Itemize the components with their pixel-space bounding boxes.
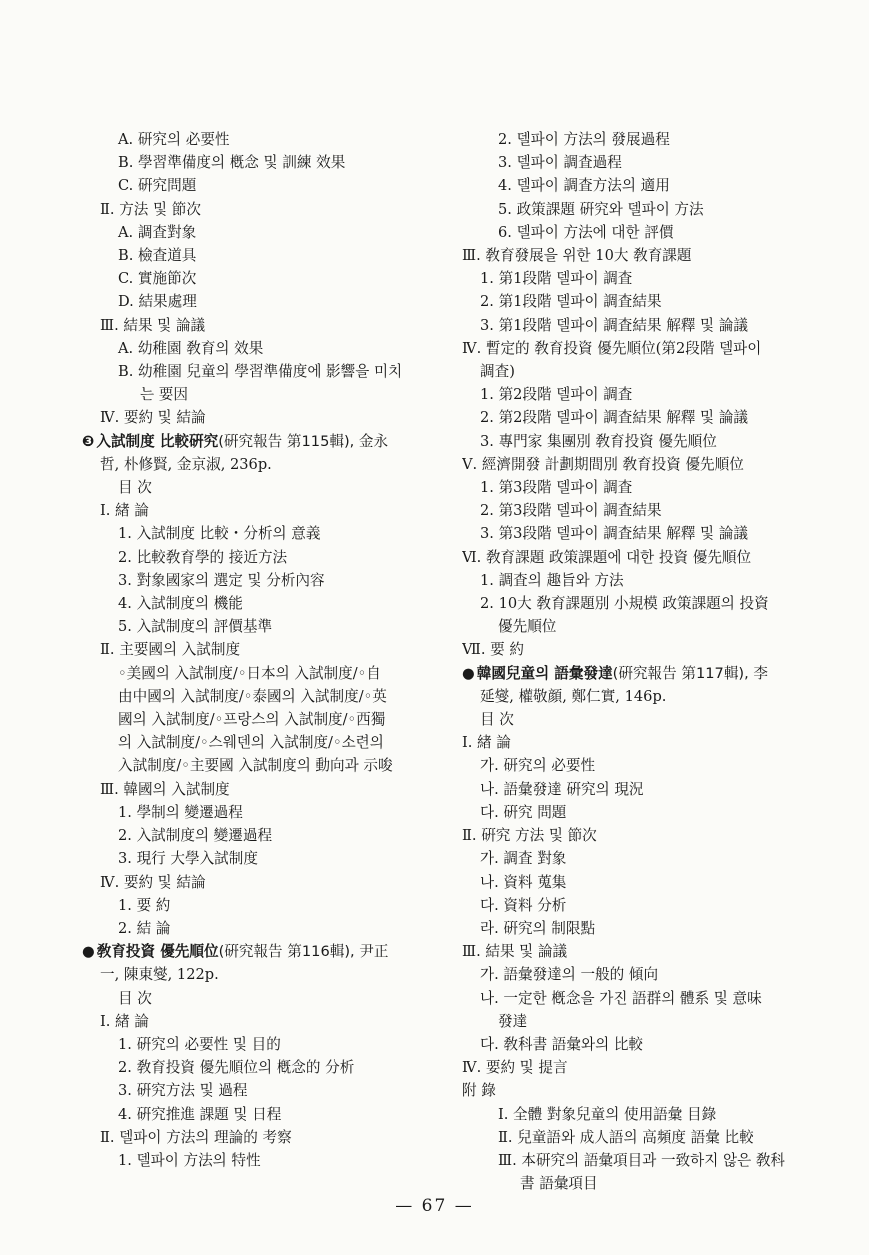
line-text: Ⅵ. 敎育課題 政策課題에 대한 投資 優先順位 [462,548,752,566]
toc-line [462,592,824,615]
toc-line [462,244,824,267]
line-text: 1. 第2段階 델파이 調査 [480,386,633,404]
toc-line [82,917,442,940]
toc-line [82,476,442,499]
line-text: Ⅳ. 要約 및 結論 [100,873,206,891]
toc-line [462,708,824,731]
line-text: (硏究報告 第116輯), 尹正 [218,943,389,961]
report-title: 敎育投資 優先順位 [96,943,219,961]
toc-line [462,1172,824,1195]
toc-line [462,871,824,894]
toc-line [462,569,824,592]
toc-line [462,360,824,383]
line-text: Ⅰ. 緖 論 [100,1012,149,1030]
toc-line [82,406,442,429]
line-text: 2. 比較敎育學的 接近方法 [118,548,288,566]
toc-line [462,1033,824,1056]
line-text: Ⅳ. 要約 및 結論 [100,409,206,427]
line-text: 가. 調査 對象 [480,850,567,868]
toc-line [462,499,824,522]
toc-line [82,1056,442,1079]
page-number: — 67 — [395,1196,474,1216]
toc-line [82,1126,442,1149]
toc-line [82,778,442,801]
toc-line [462,406,824,429]
line-text: 發達 [498,1012,528,1030]
line-text: 2. 10大 敎育課題別 小規模 政策課題의 投資 [480,595,769,613]
toc-line [82,174,442,197]
toc-line [462,1079,824,1102]
toc-line [82,360,442,383]
line-text: 3. 硏究方法 및 過程 [118,1082,248,1100]
line-text: 1. 入試制度 比較・分析의 意義 [118,525,321,543]
line-text: 國의 入試制度/◦프랑스의 入試制度/◦西獨 [118,711,386,729]
line-text: 書 語彙項目 [520,1175,598,1193]
line-text: Ⅱ. 델파이 方法의 理論的 考察 [100,1128,292,1146]
line-text: 優先順位 [498,618,557,636]
left-column [82,128,442,1172]
line-text: Ⅱ. 方法 및 節次 [100,200,201,218]
toc-line [462,151,824,174]
right-column [462,128,824,1195]
toc-line [462,987,824,1010]
toc-line [82,198,442,221]
line-text: 나. 語彙發達 硏究의 現況 [480,780,644,798]
toc-line [462,453,824,476]
line-text: C. 硏究問題 [118,177,197,195]
line-text: 2. 델파이 方法의 發展過程 [498,131,670,148]
bullet-marker: ❸ [82,432,95,450]
toc-line [82,569,442,592]
line-text: A. 調査對象 [118,223,197,241]
line-text: Ⅰ. 全體 對象兒童의 使用語彙 目錄 [498,1105,717,1123]
toc-line [82,522,442,545]
line-text: Ⅲ. 本研究의 語彙項目과 一致하지 않은 敎科 [498,1151,786,1169]
toc-line [462,894,824,917]
report-heading [82,940,442,963]
line-text: 1. 第1段階 델파이 調査 [480,270,633,288]
line-text: 3. 第3段階 델파이 調査結果 解釋 및 論議 [480,525,748,543]
toc-line [82,546,442,569]
line-text: (硏究報告 第117輯), 李 [612,664,768,682]
toc-line [82,221,442,244]
toc-line [82,383,442,406]
bullet-marker: ● [82,943,95,961]
line-text: 3. 델파이 調査過程 [498,154,622,172]
line-text: Ⅳ. 要約 및 提言 [462,1059,568,1077]
toc-line [462,731,824,754]
line-text: 附 錄 [462,1082,496,1100]
line-text: 3. 專門家 集團別 敎育投資 優先順位 [480,432,717,450]
toc-line [82,987,442,1010]
line-text: Ⅴ. 經濟開發 計劃期間別 敎育投資 優先順位 [462,455,744,473]
line-text: 는 要因 [140,386,188,404]
line-text: 가. 研究의 必要性 [480,757,596,775]
toc-line [82,1010,442,1033]
line-text: 由中國의 入試制度/◦泰國의 入試制度/◦英 [118,687,387,705]
toc-line [82,1079,442,1102]
line-text: Ⅲ. 敎育發展을 위한 10大 敎育課題 [462,247,692,265]
toc-line [82,314,442,337]
toc-line [462,1126,824,1149]
line-text: 3. 第1段階 델파이 調査結果 解釋 및 論議 [480,316,748,334]
line-text: 調査) [480,363,515,381]
toc-line [462,638,824,661]
line-text: D. 結果處理 [118,293,197,311]
line-text: 延燮, 權敬顔, 鄭仁實, 146p. [480,687,667,705]
line-text: Ⅱ. 主要國의 入試制度 [100,641,241,659]
line-text: 다. 資料 分析 [480,896,567,914]
toc-line [82,151,442,174]
toc-line [462,476,824,499]
toc-line [462,1056,824,1079]
line-text: 哲, 朴修賢, 金京淑, 236p. [100,455,272,473]
line-text: 가. 語彙發達의 一般的 傾向 [480,966,659,984]
line-text: A. 研究의 必要性 [118,131,230,148]
toc-line [462,314,824,337]
toc-line [82,871,442,894]
toc-line [82,453,442,476]
line-text: B. 學習準備度의 槪念 및 訓練 效果 [118,154,346,172]
toc-line [82,662,442,685]
toc-line [462,847,824,870]
toc-line [462,221,824,244]
toc-line [82,592,442,615]
line-text: 3. 對象國家의 選定 및 分析內容 [118,571,325,589]
toc-line [462,963,824,986]
line-text: 2. 第2段階 델파이 調査結果 解釋 및 論議 [480,409,748,427]
toc-line [82,963,442,986]
line-text: 나. 資料 蒐集 [480,873,567,891]
toc-line [82,267,442,290]
line-text: 1. 學制의 變遷過程 [118,803,243,821]
toc-line [462,128,824,151]
line-text: 3. 現行 大學入試制度 [118,850,258,868]
toc-line [462,1103,824,1126]
line-text: 目 次 [480,711,514,729]
toc-line [462,337,824,360]
toc-line [462,615,824,638]
line-text: 4. 入試制度의 機能 [118,595,243,613]
toc-line [462,1010,824,1033]
line-text: Ⅳ. 暫定的 敎育投資 優先順位(第2段階 델파이 [462,339,762,357]
line-text: B. 檢査道具 [118,247,197,265]
line-text: Ⅶ. 要 約 [462,641,524,659]
toc-line [82,290,442,313]
line-text: ◦美國의 入試制度/◦日本의 入試制度/◦自 [118,664,381,682]
line-text: 1. 要 約 [118,896,171,914]
line-text: 一, 陳東燮, 122p. [100,966,219,984]
line-text: Ⅲ. 結果 및 論議 [462,943,568,961]
line-text: 2. 結 論 [118,919,171,937]
line-text: 2. 入試制度의 變遷過程 [118,827,273,845]
line-text: 나. 一定한 槪念을 가진 語群의 體系 및 意味 [480,989,762,1007]
toc-line [82,1149,442,1172]
line-text: 라. 硏究의 制限點 [480,919,596,937]
line-text: Ⅰ. 緖 論 [100,502,149,520]
line-text: Ⅲ. 韓國의 入試制度 [100,780,230,798]
toc-line [82,244,442,267]
line-text: 1. 델파이 方法의 特性 [118,1151,261,1169]
toc-line [82,894,442,917]
line-text: 目 次 [118,479,152,497]
line-text: 5. 政策課題 硏究와 델파이 方法 [498,200,704,218]
toc-line [462,685,824,708]
line-text: 다. 硏究 問題 [480,803,567,821]
line-text: 1. 硏究의 必要性 및 目的 [118,1035,281,1053]
toc-line [82,847,442,870]
toc-line [82,615,442,638]
toc-line [462,1149,824,1172]
line-text: 入試制度/◦主要國 入試制度의 動向과 示唆 [118,757,393,775]
line-text: Ⅱ. 硏究 方法 및 節次 [462,827,597,845]
toc-line [82,499,442,522]
line-text: B. 幼稚園 兒童의 學習準備度에 影響을 미치 [118,363,403,381]
toc-line [462,754,824,777]
line-text: 2. 第3段階 델파이 調査結果 [480,502,662,520]
toc-line [462,546,824,569]
line-text: 4. 델파이 調査方法의 適用 [498,177,670,195]
toc-line [462,778,824,801]
line-text: 1. 調査의 趣旨와 方法 [480,571,624,589]
report-heading [462,662,824,685]
toc-line [462,174,824,197]
toc-line [82,708,442,731]
report-heading [82,430,442,453]
line-text: 4. 硏究推進 課題 및 日程 [118,1105,282,1123]
toc-line [82,754,442,777]
toc-line [462,522,824,545]
line-text: 1. 第3段階 델파이 調査 [480,479,633,497]
line-text: (硏究報告 第115輯), 金永 [218,432,389,450]
toc-line [462,940,824,963]
line-text: 6. 델파이 方法에 대한 評價 [498,223,674,241]
toc-line [82,1033,442,1056]
toc-line [82,801,442,824]
line-text: C. 實施節次 [118,270,197,288]
line-text: A. 幼稚園 敎育의 效果 [118,339,264,357]
toc-line [462,267,824,290]
bullet-marker: ● [462,664,475,682]
line-text: 5. 入試制度의 評價基準 [118,618,273,636]
report-title: 韓國兒童의 語彙發達 [476,664,613,682]
line-text: Ⅰ. 緖 論 [462,734,511,752]
toc-line [462,917,824,940]
line-text: 다. 敎科書 語彙와의 比較 [480,1035,644,1053]
report-title: 入試制度 比較硏究 [96,432,219,450]
line-text: Ⅱ. 兒童語와 成人語의 高頻度 語彙 比較 [498,1128,754,1146]
toc-line [82,638,442,661]
toc-line [82,128,442,151]
toc-line [82,685,442,708]
toc-line [82,1103,442,1126]
toc-line [462,383,824,406]
toc-line [462,824,824,847]
toc-line [462,290,824,313]
toc-line [82,337,442,360]
line-text: 2. 敎育投資 優先順位의 槪念的 分析 [118,1059,355,1077]
line-text: 2. 第1段階 델파이 調査結果 [480,293,662,311]
line-text: Ⅲ. 結果 및 論議 [100,316,206,334]
toc-line [462,430,824,453]
toc-line [82,731,442,754]
toc-line [82,824,442,847]
toc-line [462,801,824,824]
toc-line [462,198,824,221]
line-text: 의 入試制度/◦스웨덴의 入試制度/◦소련의 [118,734,384,752]
line-text: 目 次 [118,989,152,1007]
